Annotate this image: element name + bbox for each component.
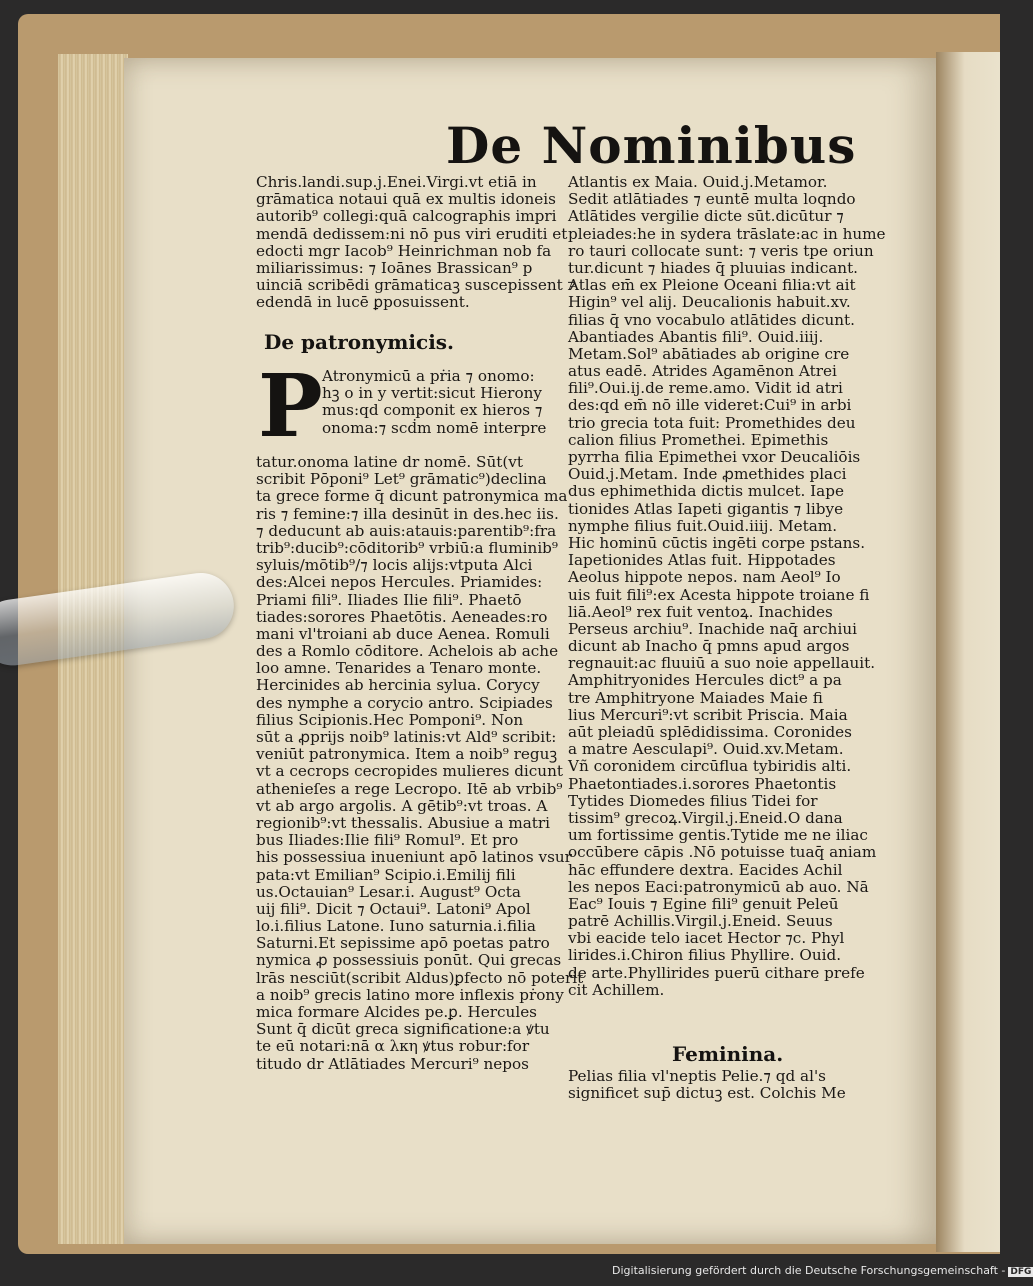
text-line: Iapetionides Atlas fuit. Hippotades [568,551,836,570]
text-line: Metam.Sol⁹ abātiades ab origine cre [568,344,850,363]
text-line: um fortissime gentis.Tytide me ne iliac [568,826,868,845]
left-column-dropcap-lines [322,368,554,437]
section-heading-patronymicis: De patronymicis. [264,330,455,354]
dfg-logo: DFG [1010,1267,1032,1277]
text-line: dicunt ab Inacho q̄ pmns apud argos [568,637,850,656]
text-line: lius Mercuri⁹:vt scribit Priscia. Maia [568,705,848,724]
text-line: te eū notari:nā α λκη ꝟtus robur:for [256,1037,530,1056]
text-line: Sunt q̄ dicūt greca significatione:a ꝟtu [256,1020,550,1039]
left-column-body [256,453,584,1073]
text-line: miliarissimus: ⁊ Ioānes Brassican⁹ p [256,258,533,277]
text-line: us.Octauian⁹ Lesar.i. August⁹ Octa [256,882,521,901]
text-line: pata:vt Emilian⁹ Scipio.i.Emilij fili [256,865,516,884]
text-line: cit Achillem. [568,980,665,999]
text-line: patrē Achillis.Virgil.j.Eneid. Seuus [568,912,833,931]
text-line: Abantiades Abantis fili⁹. Ouid.iiij. [568,327,824,346]
text-line: mica formare Alcides pe.ꝑ. Hercules [256,1003,537,1021]
text-line: tur.dicunt ⁊ hiades q̄ pluuias indicant. [568,258,858,277]
text-line: Atronymicū a pṙia ⁊ onomo: [322,367,535,385]
text-line: Phaetontiades.i.sorores Phaetontis [568,774,837,793]
text-line: des:Alcei nepos Hercules. Priamides: [256,573,543,592]
text-line: aūt pleiadū splēdidissima. Coronides [568,723,852,741]
page-header: De Nominibus [446,116,857,175]
text-line: edocti mgr Iacob⁹ Heinrichman nob fa [256,241,552,260]
text-line: scribit Pōponi⁹ Let⁹ grāmatic⁹)declina [256,470,547,489]
text-line: nymica ꝓ possessiuis ponūt. Qui grecas [256,951,562,970]
text-line: hāc effundere dextra. Eacides Achil [568,860,843,879]
text-line: Eac⁹ Iouis ⁊ Egine fili⁹ genuit Peleū [568,894,839,913]
text-line: tiades:sorores Phaetōtis. Aeneades:ro [256,607,548,626]
text-line: vbi eacide telo iacet Hector ⁊c. Phyl [568,929,845,948]
text-line: a noib⁹ grecis latino more inflexis pṙony [256,985,564,1004]
text-line: Atlātides vergilie dicte sūt.dicūtur ⁊ [568,207,844,226]
text-line: ⁊ deducunt ab auis:atauis:parentib⁹:fra [256,521,557,540]
text-line: pleiades:he in sydera trāslate:ac in hume [568,224,886,243]
facing-page [936,52,1000,1252]
text-line: Priami fili⁹. Iliades Ilie fili⁹. Phaetō [256,590,522,609]
text-line: Sedit atlātiades ⁊ euntē multa loqndo [568,190,856,209]
text-line: Chris.landi.sup.j.Enei.Virgi.vt etiā in [256,173,537,191]
text-line: mani vl'troiani ab duce Aenea. Romuli [256,624,550,643]
text-line: bus Iliades:Ilie fili⁹ Romul⁹. Et pro [256,831,519,850]
text-line: uis fuit fili⁹:ex Acesta hippote troiane fi [568,585,870,604]
text-line: ris ⁊ femine:⁊ illa desinūt in des.hec iis. [256,504,559,523]
text-line: tre Amphitryone Maiades Maie fi [568,688,823,707]
left-column-top [256,173,577,312]
text-line: mendā dedissem:ni nō pus viri eruditi et [256,224,568,243]
text-line: dus ephimethida dictis mulcet. Iape [568,482,844,501]
text-line: filius Scipionis.Hec Pomponi⁹. Non [256,710,524,729]
text-line: des nymphe a corycio antro. Scipiades [256,693,553,712]
text-line: Atlas em̄ ex Pleione Oceani filia:vt ait [568,276,856,295]
text-line: de arte.Phyllirides puerū cithare prefe [568,963,865,982]
text-line: his possessiua inueniunt apō latinos vsur [256,848,572,867]
text-line: grāmatica notaui quā ex multis idoneis [256,190,556,209]
right-column-top [568,173,886,999]
text-line: significet sup̄ dictuꝫ est. Colchis Me [568,1084,846,1103]
text-line: trib⁹:ducib⁹:cōditorib⁹ vrbiū:a fluminib⁹ [256,538,558,557]
text-line: filias q̄ vno vocabulo atlātides dicunt. [568,310,855,329]
text-line: edendā in lucē ꝑposuissent. [256,293,470,312]
text-line: fili⁹.Oui.ij.de reme.amo. Vidit id atri [568,379,843,398]
footer-text: Digitalisierung gefördert durch die Deutsche Forschungsgemeinschaft - [612,1264,1006,1277]
text-line: vt ab argo argolis. A gētib⁹:vt troas. A [256,796,548,815]
text-line: des a Romlo cōditore. Achelois ab ache [256,642,559,661]
text-line: tatur.onoma latine dr nomē. Sūt(vt [256,453,523,471]
text-line: Atlantis ex Maia. Ouid.j.Metamor. [568,173,828,191]
text-line: lo.i.filius Latone. Iuno saturnia.i.filia [256,917,536,936]
text-line: veniūt patronymica. Item a noib⁹ reguꝫ [256,745,558,764]
text-line: uinciā scribēdi grāmaticaꝫ suscepissent ⁊ [256,276,577,295]
section-heading-feminina: Feminina. [672,1042,784,1066]
text-line: Higin⁹ vel alij. Deucalionis habuit.xv. [568,293,851,312]
text-line: loo amne. Tenarides a Tenaro monte. [256,659,542,678]
text-line: regionib⁹:vt thessalis. Abusiue a matri [256,813,551,832]
footer-credit [612,1264,1033,1277]
text-line: pyrrha filia Epimethei vxor Deucaliōis [568,448,861,466]
right-column-bottom [568,1068,874,1102]
text-line: nymphe filius fuit.Ouid.iiij. Metam. [568,516,838,535]
text-line: ro tauri collocate sunt: ⁊ veris tpe oriun [568,241,874,260]
text-line: syluis/mōtib⁹/⁊ locis alijs:vtputa Alci [256,556,533,575]
text-line: occūbere cāpis .Nō potuisse tuaq̄ aniam [568,843,877,862]
text-line: lirides.i.Chiron filius Phyllire. Ouid. [568,946,842,965]
text-line: Ouid.j.Metam. Inde ꝓmethides placi [568,465,847,484]
text-line: calion filius Promethei. Epimethis [568,430,829,449]
text-line: tissim⁹ grecoꝝ.Virgil.j.Eneid.O dana [568,808,843,827]
text-line: trio grecia tota fuit: Promethides deu [568,413,856,432]
text-line: vt a cecrops cecropides mulieres dicunt [256,762,563,781]
drop-cap: P [258,356,323,457]
text-line: Pelias filia vl'neptis Pelie.⁊ qd al's [568,1067,826,1085]
text-line: liā.Aeol⁹ rex fuit ventoꝝ. Inachides [568,602,833,621]
text-line: Saturni.Et sepissime apō poetas patro [256,934,550,953]
text-line: regnauit:ac fluuiū a suo noie appellauit. [568,654,876,673]
text-line: Perseus archiu⁹. Inachide naq̄ archiui [568,619,857,638]
text-line: onoma:⁊ scḋm nomē interpre [322,418,547,437]
text-line: mus:qd componit ex hieros ⁊ [322,401,543,420]
text-line: les nepos Eaci:patronymicū ab auo. Nā [568,877,869,896]
text-line: atus eadē. Atrides Agamēnon Atrei [568,362,837,381]
text-line: lrās nesciūt(scribit Aldus)ꝑfecto nō poterit [256,968,584,987]
text-line: ta grece forme q̄ dicunt patronymica ma [256,487,568,506]
text-line: Amphitryonides Hercules dict⁹ a pa [568,671,842,690]
text-line: Vñ coronidem circūflua tybiridis alti. [568,757,852,776]
text-line: Hic hominū cūctis ingēti corpe pstans. [568,533,866,552]
text-line: hꝫ o in y vertit:sicut Hierony [322,384,542,403]
text-line: Aeolus hippote nepos. nam Aeol⁹ Io [568,568,841,587]
text-line: sūt a ꝓprijs noib⁹ latinis:vt Ald⁹ scribit: [256,728,557,746]
text-line: des:qd em̄ nō ille videret:Cui⁹ in arbi [568,396,852,415]
text-line: titudo dr Atlātiades Mercuri⁹ nepos [256,1054,529,1073]
text-line: Hercinides ab hercinia sylua. Corycy [256,676,540,695]
text-line: athenieſes a rege Lecropo. Itē ab vrbib⁹ [256,779,563,798]
text-line: tionides Atlas Iapeti gigantis ⁊ libye [568,499,844,518]
text-line: Tytides Diomedes filius Tidei for [568,791,818,810]
text-line: autorib⁹ collegi:quā calcographis impri [256,207,557,226]
text-line: uij fili⁹. Dicit ⁊ Octaui⁹. Latoni⁹ Apol [256,899,531,918]
text-line: a matre Aesculapi⁹. Ouid.xv.Metam. [568,740,844,759]
